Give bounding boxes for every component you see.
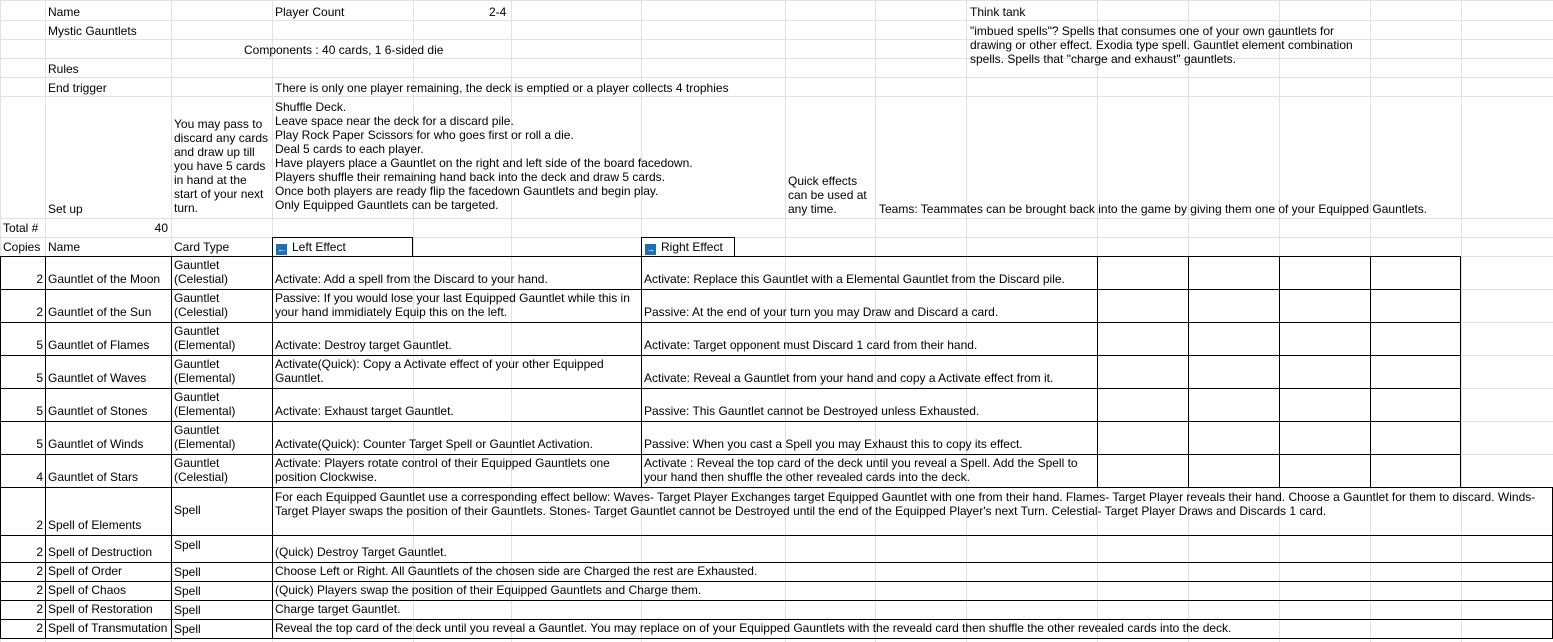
setup-pass-note[interactable]: You may pass to discard any cards and draw up till you have 5 cards in hand at the start of your next turn. [174, 117, 269, 215]
card-copies[interactable]: 2 [36, 305, 43, 319]
right-effect[interactable]: Activate: Replace this Gauntlet with a Elemental Gauntlet from the Discard pile. [644, 272, 1065, 286]
teams-note[interactable]: Teams: Teammates can be brought back into the game by giving them one of your Equipped Gauntlets. [879, 202, 1428, 216]
card-copies[interactable]: 2 [36, 621, 43, 635]
left-effect[interactable]: Activate: Destroy target Gauntlet. [275, 338, 452, 352]
card-copies[interactable]: 5 [36, 371, 43, 385]
left-effect[interactable]: Activate: Add a spell from the Discard to your hand. [275, 272, 548, 286]
left-effect[interactable]: Activate(Quick): Counter Target Spell or Gauntlet Activation. [275, 437, 593, 451]
card-copies[interactable]: 2 [36, 545, 43, 559]
left-effect[interactable]: Passive: If you would lose your last Equipped Gauntlet while this in your hand immidiately Equip this on the left. [275, 291, 630, 319]
card-name[interactable]: Gauntlet of Flames [48, 338, 150, 352]
card-type[interactable]: Spell [174, 584, 201, 598]
left-effect-label: Left Effect [292, 240, 346, 254]
name-label[interactable]: Name [48, 5, 81, 19]
card-copies[interactable]: 4 [36, 470, 43, 484]
card-copies[interactable]: 2 [36, 583, 43, 597]
right-effect[interactable]: Activate: Reveal a Gauntlet from your hand and copy a Activate effect from it. [644, 371, 1054, 385]
right-effect-header[interactable] [645, 240, 723, 255]
card-type-header[interactable]: Card Type [174, 240, 230, 254]
end-trigger-label[interactable]: End trigger [48, 81, 107, 95]
right-effect[interactable]: Passive: At the end of your turn you may Draw and Discard a card. [644, 305, 999, 319]
total-value[interactable]: 40 [154, 221, 168, 235]
card-name[interactable]: Spell of Transmutation [48, 621, 168, 635]
card-type[interactable]: Gauntlet (Elemental) [174, 357, 236, 385]
card-name[interactable]: Gauntlet of the Moon [48, 272, 161, 286]
card-type[interactable]: Spell [174, 503, 201, 517]
total-label[interactable]: Total # [3, 221, 39, 235]
setup-steps[interactable]: Shuffle Deck. Leave space near the deck for a discard pile. Play Rock Paper Scissors for who goes first or roll a die. Deal 5 cards to each player. Have players place a Gauntlet on the right and left side of the board facedown. Players shuffle their remaining hand back into the deck and draw 5 cards. Once both players are ready flip the facedown Gauntlets and begin play. Only Equipped Gauntlets can be targeted. [275, 100, 693, 212]
left-effect[interactable]: Activate: Players rotate control of their Equipped Gauntlets one position Clockwise. [275, 456, 610, 484]
card-copies[interactable]: 2 [36, 518, 43, 532]
right-effect[interactable]: Passive: When you cast a Spell you may Exhaust this to copy its effect. [644, 437, 1023, 451]
quick-effects-note[interactable]: Quick effects can be used at any time. [788, 174, 867, 216]
card-name[interactable]: Spell of Elements [48, 518, 142, 532]
think-tank-text[interactable]: "imbued spells"? Spells that consumes one of your own gauntlets for drawing or other effect. Exodia type spell. Gauntlet element combination spells. Spells that "charge and exhaust" gauntlets. [970, 24, 1353, 66]
card-name[interactable]: Spell of Destruction [48, 545, 153, 559]
card-name[interactable]: Gauntlet of Waves [48, 371, 147, 385]
card-name[interactable]: Gauntlet of Stars [48, 470, 139, 484]
left-effect[interactable]: Activate: Exhaust target Gauntlet. [275, 404, 454, 418]
spell-effect[interactable]: (Quick) Players swap the position of their Equipped Gauntlets and Charge them. [275, 583, 702, 597]
arrow-right-icon: → [646, 244, 655, 254]
right-effect[interactable]: Activate : Reveal the top card of the deck until you reveal a Spell. Add the Spell to your hand then shuffle the other revealed cards into the deck. [644, 456, 1078, 484]
card-name[interactable]: Spell of Chaos [48, 583, 127, 597]
card-name[interactable]: Gauntlet of Winds [48, 437, 144, 451]
player-count-label[interactable]: Player Count [275, 5, 345, 19]
right-effect-label: Right Effect [661, 240, 723, 254]
spell-effect[interactable]: Reveal the top card of the deck until you reveal a Gauntlet. You may replace on of your Equipped Gauntlets with the reveald card then shuffle the other revealed cards into the deck. [275, 621, 1232, 635]
rules-label[interactable]: Rules [48, 62, 79, 76]
setup-label[interactable]: Set up [48, 202, 83, 216]
left-effect[interactable]: Activate(Quick): Copy a Activate effect of your other Equipped Gauntlet. [275, 357, 604, 385]
card-copies[interactable]: 2 [36, 602, 43, 616]
card-name[interactable]: Gauntlet of the Sun [48, 305, 152, 319]
card-copies[interactable]: 2 [36, 564, 43, 578]
spell-effect[interactable]: For each Equipped Gauntlet use a corresponding effect bellow: Waves- Target Player Exchanges target Equipped Gauntlet with one from their hand. Flames- Target Player reveals their hand. Choose a Gauntlet for them to discard. Winds- Target Player swaps the position of their Gauntlets. Stones- Target Gauntlet cannot be Destroyed until the end of the Equipped Player's next Turn. Celestial- Target Player Draws and Discards 1 card. [275, 490, 1536, 518]
card-type[interactable]: Gauntlet (Celestial) [174, 456, 229, 484]
card-type[interactable]: Spell [174, 538, 201, 552]
card-name[interactable]: Spell of Restoration [48, 602, 153, 616]
card-type[interactable]: Gauntlet (Celestial) [174, 291, 229, 319]
card-name[interactable]: Gauntlet of Stones [48, 404, 148, 418]
card-copies[interactable]: 5 [36, 404, 43, 418]
name-header[interactable]: Name [48, 240, 81, 254]
card-copies[interactable]: 2 [36, 272, 43, 286]
arrow-left-icon: ← [277, 244, 286, 254]
copies-header[interactable]: Copies [3, 240, 41, 254]
think-tank-label[interactable]: Think tank [970, 5, 1026, 19]
right-effect[interactable]: Passive: This Gauntlet cannot be Destroyed unless Exhausted. [644, 404, 980, 418]
spell-effect[interactable]: Choose Left or Right. All Gauntlets of the chosen side are Charged the rest are Exhausted. [275, 564, 758, 578]
components-text[interactable]: Components : 40 cards, 1 6-sided die [244, 43, 444, 57]
game-name[interactable]: Mystic Gauntlets [48, 24, 137, 38]
player-count-value[interactable]: 2-4 [489, 5, 507, 19]
card-type[interactable]: Gauntlet (Celestial) [174, 258, 229, 286]
card-name[interactable]: Spell of Order [48, 564, 123, 578]
card-type[interactable]: Gauntlet (Elemental) [174, 324, 236, 352]
card-copies[interactable]: 5 [36, 338, 43, 352]
card-type[interactable]: Spell [174, 603, 201, 617]
spell-effect[interactable]: Charge target Gauntlet. [275, 602, 401, 616]
right-effect[interactable]: Activate: Target opponent must Discard 1 card from their hand. [644, 338, 978, 352]
spell-effect[interactable]: (Quick) Destroy Target Gauntlet. [275, 545, 447, 559]
left-effect-header[interactable] [276, 240, 346, 255]
card-copies[interactable]: 5 [36, 437, 43, 451]
card-type[interactable]: Gauntlet (Elemental) [174, 423, 236, 451]
card-type[interactable]: Spell [174, 565, 201, 579]
end-trigger-text[interactable]: There is only one player remaining, the deck is emptied or a player collects 4 trophies [275, 81, 729, 95]
card-type[interactable]: Gauntlet (Elemental) [174, 390, 236, 418]
card-type[interactable]: Spell [174, 622, 201, 636]
